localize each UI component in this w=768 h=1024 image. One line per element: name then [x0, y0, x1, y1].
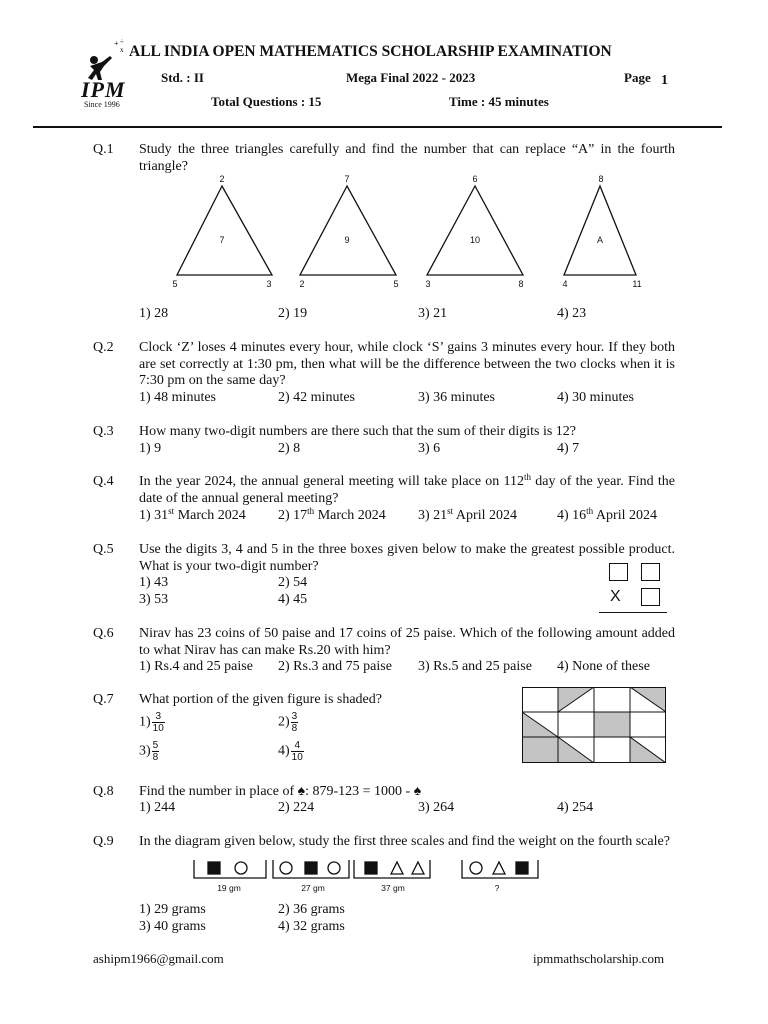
option[interactable]: 2) 19	[278, 306, 308, 321]
option[interactable]: 1) 244	[139, 800, 176, 815]
scales-figure	[186, 852, 546, 896]
triangle-4-center: A	[596, 235, 604, 245]
option[interactable]: 4) 7	[557, 441, 580, 456]
triangle-2-center: 9	[344, 235, 350, 245]
question-number: Q.2	[93, 340, 114, 355]
option[interactable]: 1) 28	[139, 306, 169, 321]
digit-box	[641, 563, 660, 581]
option[interactable]: 2) 36 grams	[278, 902, 345, 917]
option[interactable]: 3) 21st April 2024	[418, 506, 517, 523]
option[interactable]: 1) 29 grams	[139, 902, 206, 917]
option[interactable]: 4) 16th April 2024	[557, 506, 657, 523]
page-number: 1	[661, 73, 668, 88]
question-text: Clock ‘Z’ loses 4 minutes every hour, while clock ‘S’ gains 3 minutes every hour. If they both are set correctly at 1:30 pm, then what will be the difference between the two clocks when it is 7:30 pm on the same day?	[139, 340, 675, 388]
option[interactable]: 4) None of these	[557, 659, 650, 674]
shaded-grid-figure	[522, 687, 666, 763]
option[interactable]: 3) 40 grams	[139, 919, 206, 934]
triangle-4-top: 8	[598, 174, 604, 184]
triangle-3-left: 3	[425, 279, 431, 289]
question-text: In the year 2024, the annual general meeting will take place on 112th day of the year. Find the date of the annual general meeting?	[139, 472, 675, 506]
option[interactable]: 4) 45	[278, 592, 308, 607]
total-questions: Total Questions : 15	[211, 94, 322, 109]
scale-weight-label: 37 gm	[381, 883, 405, 893]
option[interactable]: 1) $\frac{3}{10}$	[139, 711, 164, 734]
footer-email[interactable]: ashipm1966@gmail.com	[93, 951, 224, 966]
question-text: What portion of the given figure is shaded?	[139, 692, 382, 707]
question-number: Q.3	[93, 424, 114, 439]
triangle-2-left: 2	[299, 279, 305, 289]
option[interactable]: 1) Rs.4 and 25 paise	[139, 659, 253, 674]
spade-icon: ♠	[413, 784, 422, 799]
footer-website[interactable]: ipmmathscholarship.com	[533, 951, 665, 966]
option[interactable]: 2) 54	[278, 575, 308, 590]
question-text: How many two-digit numbers are there such that the sum of their digits is 12?	[139, 424, 577, 439]
svg-text:+: +	[114, 39, 119, 48]
multiply-sign: X	[610, 588, 621, 605]
digit-box	[609, 563, 628, 581]
logo-text: IPM	[81, 77, 126, 102]
option[interactable]: 3) 264	[418, 800, 455, 815]
option[interactable]: 1) 48 minutes	[139, 390, 216, 405]
question-number: Q.1	[93, 142, 114, 157]
triangles-figure	[160, 170, 660, 294]
triangle-4-right: 11	[632, 279, 642, 289]
question-number: Q.8	[93, 784, 114, 799]
triangle-1-left: 5	[172, 279, 178, 289]
option[interactable]: 3) 36 minutes	[418, 390, 495, 405]
option[interactable]: 2) 17th March 2024	[278, 506, 386, 523]
option[interactable]: 3) $\frac{5}{8}$	[139, 740, 159, 763]
option[interactable]: 4) 23	[557, 306, 587, 321]
question-number: Q.7	[93, 692, 114, 707]
question-text: In the diagram given below, study the first three scales and find the weight on the fourth scale?	[139, 834, 670, 849]
question-number: Q.9	[93, 834, 114, 849]
question-number: Q.6	[93, 626, 114, 641]
question-text: Find the number in place of ♠: 879-123 = 1000 - ♠	[139, 784, 422, 799]
triangle-2-right: 5	[393, 279, 399, 289]
scale-weight-label: ?	[494, 883, 500, 893]
scale-weight-label: 19 gm	[217, 883, 241, 893]
triangle-4-left: 4	[562, 279, 568, 289]
digit-box	[641, 588, 660, 606]
exam-time: Time : 45 minutes	[449, 94, 549, 109]
option[interactable]: 3) Rs.5 and 25 paise	[418, 659, 532, 674]
option[interactable]: 3) 21	[418, 306, 448, 321]
option[interactable]: 2) 42 minutes	[278, 390, 355, 405]
option[interactable]: 3) 53	[139, 592, 169, 607]
page-label: Page	[624, 70, 651, 85]
option[interactable]: 3) 6	[418, 441, 441, 456]
option[interactable]: 2) 224	[278, 800, 315, 815]
triangle-3-right: 8	[518, 279, 524, 289]
exam-title: ALL INDIA OPEN MATHEMATICS SCHOLARSHIP EXAMINATION	[129, 43, 612, 60]
option[interactable]: 1) 31st March 2024	[139, 506, 246, 523]
option[interactable]: 4) 254	[557, 800, 594, 815]
exam-name: Mega Final 2022 - 2023	[346, 70, 476, 85]
question-text: Study the three triangles carefully and find the number that can replace “A” in the fourth triangle?	[139, 142, 675, 174]
question-number: Q.4	[93, 474, 114, 489]
option[interactable]: 4) 32 grams	[278, 919, 345, 934]
question-text: Nirav has 23 coins of 50 paise and 17 coins of 25 paise. Which of the following amount added to what Nirav has can make Rs.20 with him?	[139, 626, 675, 658]
option[interactable]: 2) 8	[278, 441, 301, 456]
triangle-1-right: 3	[266, 279, 272, 289]
svg-text:x: x	[120, 46, 124, 54]
triangle-3-center: 10	[469, 235, 481, 245]
question-number: Q.5	[93, 542, 114, 557]
option[interactable]: 4) 30 minutes	[557, 390, 634, 405]
question-text: Use the digits 3, 4 and 5 in the three boxes given below to make the greatest possible product. What is your two-digit number?	[139, 542, 675, 574]
spade-icon: ♠	[297, 784, 306, 799]
option[interactable]: 1) 43	[139, 575, 169, 590]
triangle-3-top: 6	[472, 174, 478, 184]
option[interactable]: 2) Rs.3 and 75 paise	[278, 659, 392, 674]
option[interactable]: 2) $\frac{3}{8}$	[278, 711, 298, 734]
triangle-1-center: 7	[219, 235, 225, 245]
product-line	[599, 612, 667, 613]
scale-weight-label: 27 gm	[301, 883, 325, 893]
header-divider	[33, 126, 722, 128]
svg-text:÷: ÷	[120, 38, 124, 46]
std-label: Std. : II	[161, 70, 204, 85]
triangle-1-top: 2	[219, 174, 225, 184]
triangle-2-top: 7	[344, 174, 350, 184]
option[interactable]: 4) $\frac{4}{10}$	[278, 740, 303, 763]
logo-since: Since 1996	[84, 100, 120, 109]
option[interactable]: 1) 9	[139, 441, 162, 456]
